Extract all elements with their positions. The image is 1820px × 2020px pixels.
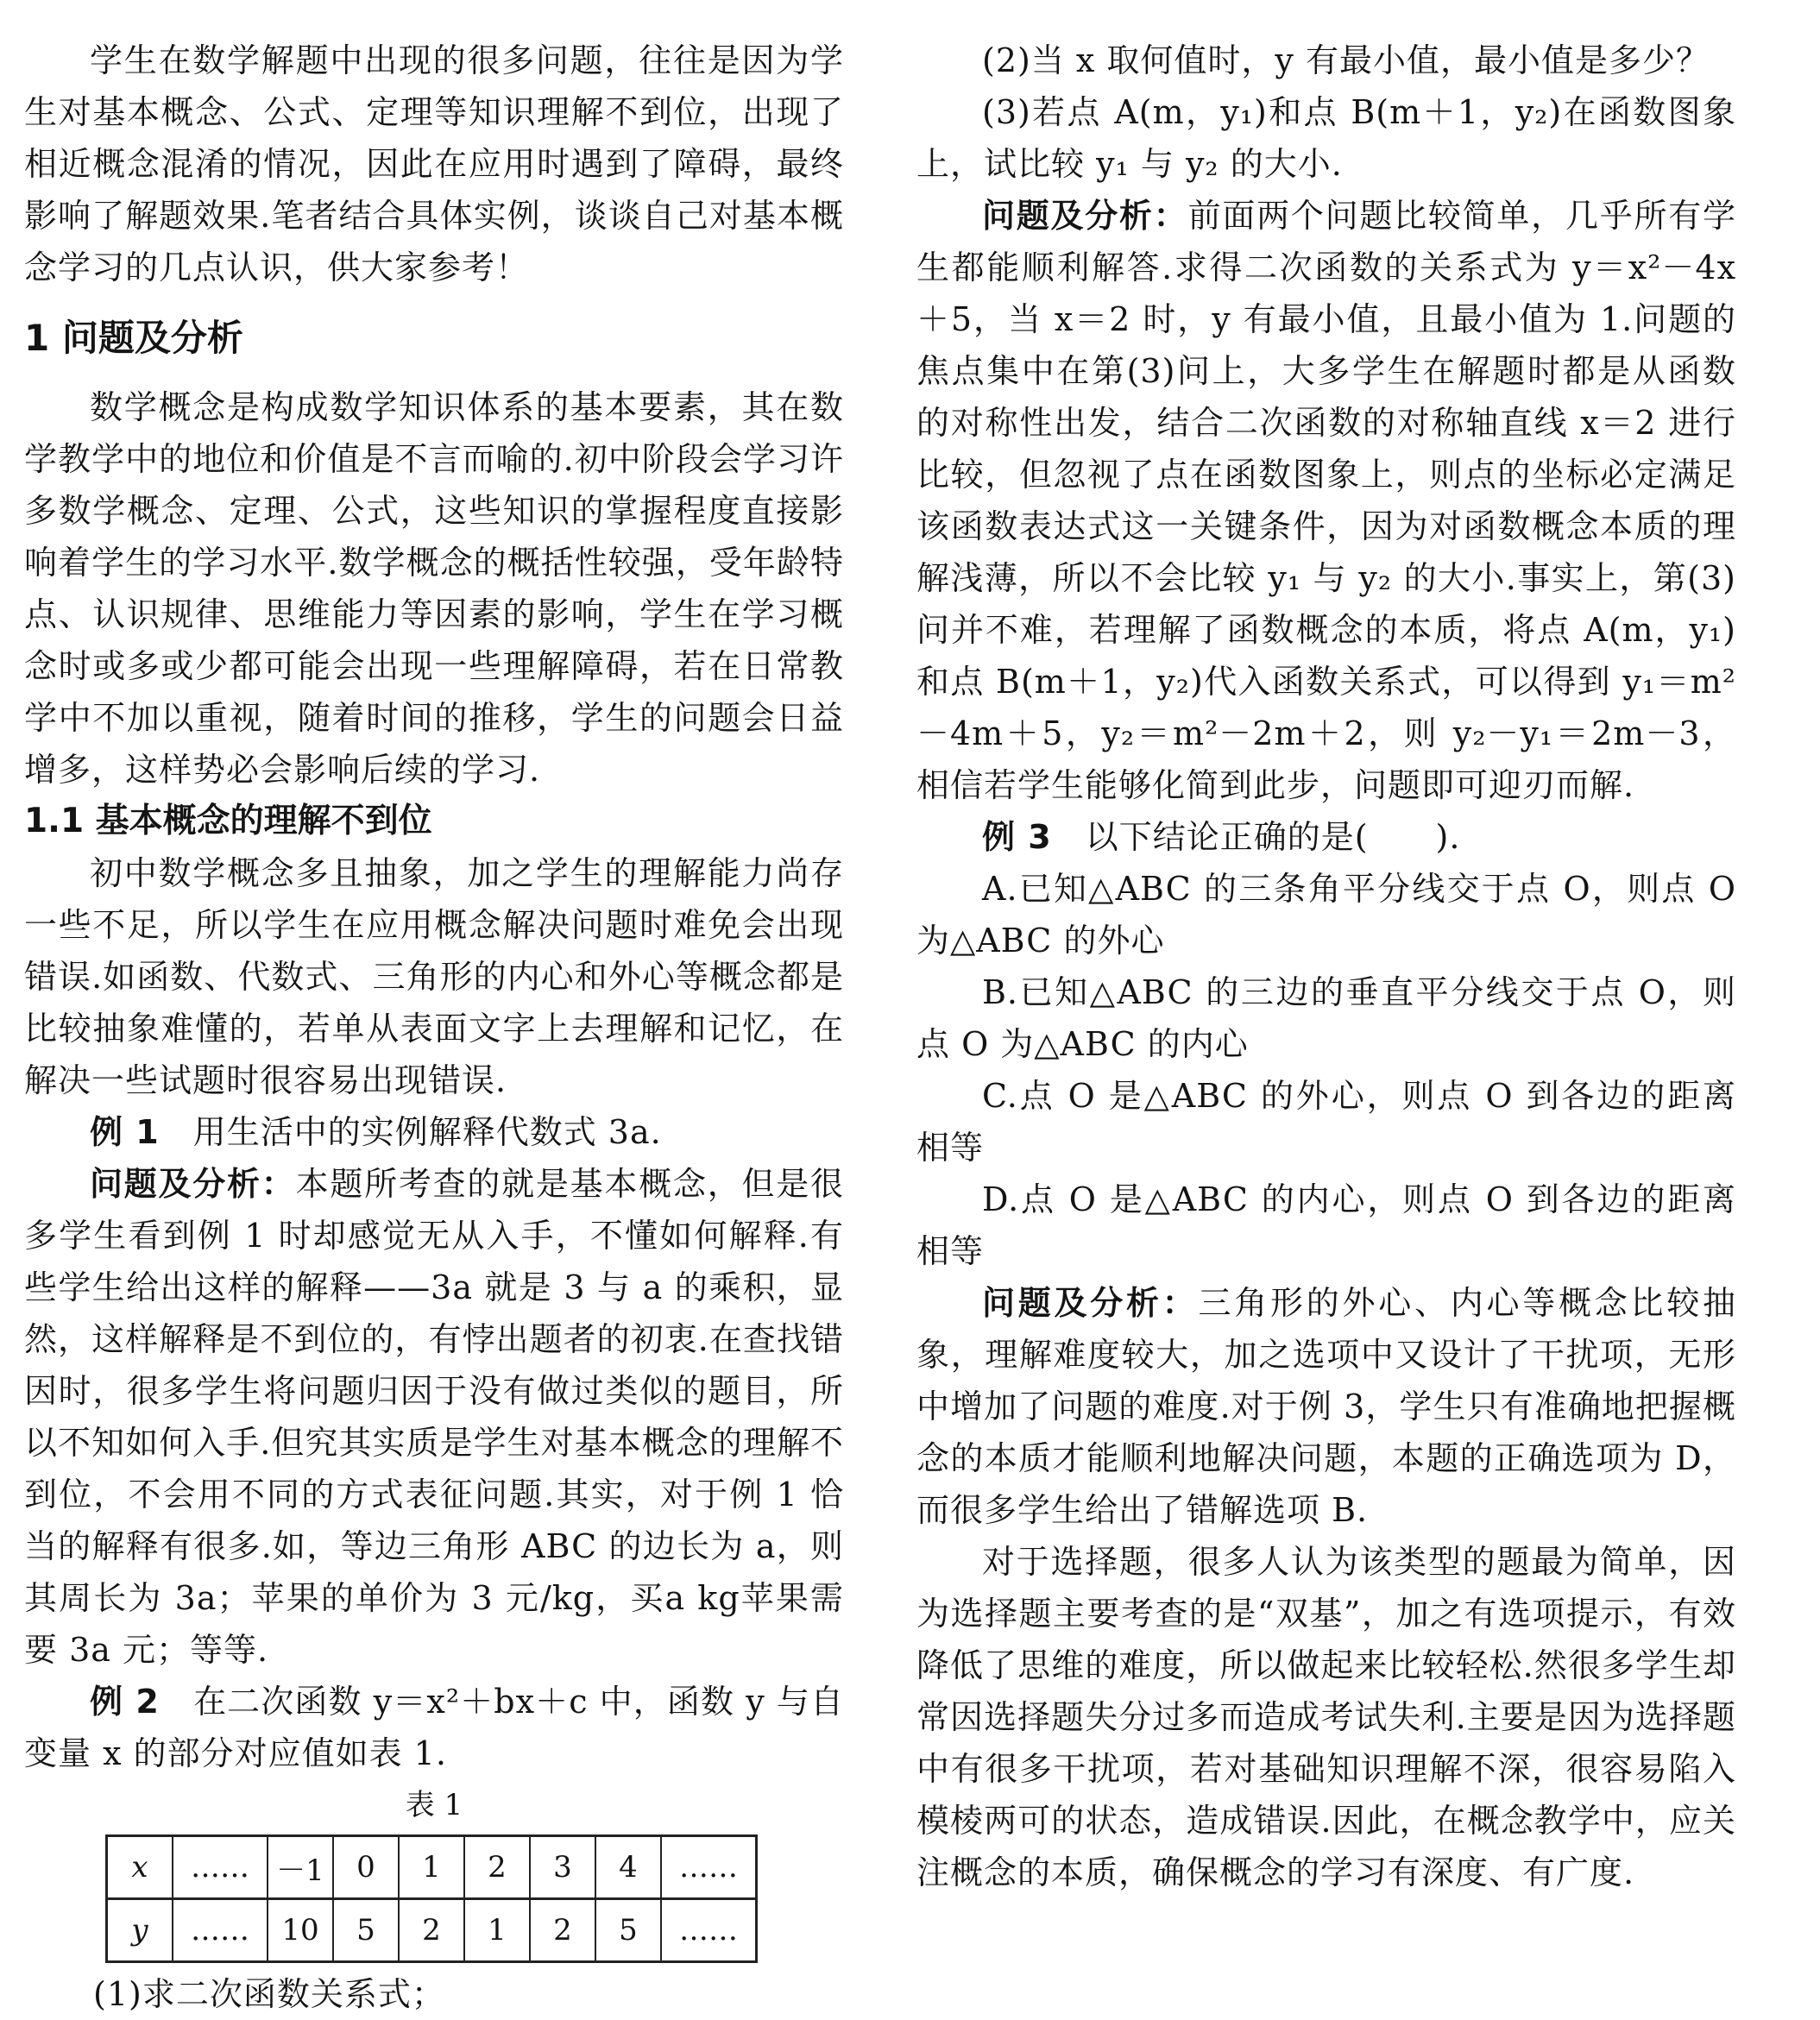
table-cell: 10 [268, 1899, 333, 1962]
option-d: D.点 O 是△ABC 的内心，则点 O 到各边的距离相等 [916, 1180, 1736, 1270]
example-2-analysis [916, 190, 1736, 811]
table-cell: 2 [399, 1899, 464, 1962]
example-1-text: 用生活中的实例解释代数式 3a. [192, 1113, 662, 1151]
table-cell: 1 [399, 1836, 464, 1899]
table-cell-ellipsis: …… [173, 1899, 268, 1962]
table-row-y [107, 1899, 757, 1962]
example-3-label: 例 3 [982, 818, 1052, 856]
example-3-analysis-text: 三角形的外心、内心等概念比较抽象，理解难度较大，加之选项中又设计了干扰项，无形中增加了问题的难度.对于例 3，学生只有准确地把握概念的本质才能顺利地解决问题，本题的正确选项为 D，而很多学生给出了错解选项 B. [916, 1284, 1736, 1529]
example-2-text: 在二次函数 y＝x²＋bx＋c 中，函数 y 与自变量 x 的部分对应值如表 1. [24, 1683, 844, 1772]
example-1 [24, 1106, 844, 1158]
example-1-analysis [24, 1158, 844, 1676]
analysis-label: 问题及分析： [982, 1284, 1199, 1322]
option-c: C.点 O 是△ABC 的外心，则点 O 到各边的距离相等 [916, 1077, 1736, 1167]
table-cell: 1 [464, 1899, 530, 1962]
table-cell-ellipsis: …… [661, 1836, 757, 1899]
example-3 [916, 811, 1736, 863]
question-2: (2)当 x 取何值时，y 有最小值，最小值是多少？ [982, 41, 1710, 79]
table-caption: 表 1 [405, 1788, 463, 1822]
example-2-analysis-text: 前面两个问题比较简单，几乎所有学生都能顺利解答.求得二次函数的关系式为 y＝x²－4x＋5，当 x＝2 时，y 有最小值，且最小值为 1.问题的焦点集中在第(3)问上，大多学生在解题时都是从函数的对称性出发，结合二次函数的对称轴直线 x＝2 进行比较，但忽视了点在函数图象上，则点的坐标必定满足该函数表达式这一关键条件，因为对函数概念本质的理解浅薄，所以不会比较 y₁ 与 y₂ 的大小.事实上，第(3)问并不难，若理解了函数概念的本质，将点 A(m，y₁)和点 B(m＋1，y₂)代入函数关系式，可以得到 y₁＝m²－4m＋5，y₂＝m²－2m＋2，则 y₂－y₁＝2m－3，相信若学生能够化简到此步，问题即可迎刃而解. [916, 197, 1736, 804]
example-2-label: 例 2 [90, 1683, 160, 1721]
question-1: (1)求二次函数关系式； [93, 1975, 445, 2013]
closing-paragraph: 对于选择题，很多人认为该类型的题最为简单，因为选择题主要考查的是“双基”，加之有选项提示，有效降低了思维的难度，所以做起来比较轻松.然很多学生却常因选择题失分过多而造成考试失利.主要是因为选择题中有很多干扰项，若对基础知识理解不深，很容易陷入模棱两可的状态，造成错误.因此，在概念教学中，应关注概念的本质，确保概念的学习有深度、有广度. [916, 1543, 1736, 1891]
table-cell: 2 [464, 1836, 530, 1899]
option-b: B.已知△ABC 的三边的垂直平分线交于点 O，则点 O 为△ABC 的内心 [916, 973, 1736, 1063]
section-1-1-paragraph: 初中数学概念多且抽象，加之学生的理解能力尚存一些不足，所以学生在应用概念解决问题时难免会出现错误.如函数、代数式、三角形的内心和外心等概念都是比较抽象难懂的，若单从表面文字上去理解和记忆，在解决一些试题时很容易出现错误. [24, 854, 844, 1099]
section-1-1-heading: 1.1 基本概念的理解不到位 [24, 802, 432, 840]
left-column [24, 35, 844, 2020]
table-header-x: x [107, 1836, 173, 1899]
example-1-analysis-text: 本题所考查的就是基本概念，但是很多学生看到例 1 时却感觉无从入手，不懂如何解释.有些学生给出这样的解释——3a 就是 3 与 a 的乘积，显然，这样解释是不到位的，有悖出题者的初衷.在查找错因时，很多学生将问题归因于没有做过类似的题目，所以不知如何入手.但究其实质是学生对基本概念的理解不到位，不会用不同的方式表征问题.其实，对于例 1 恰当的解释有很多.如，等边三角形 ABC 的边长为 a，则其周长为 3a；苹果的单价为 3 元/kg，买a kg苹果需要 3a 元；等等. [24, 1165, 844, 1669]
example-1-label: 例 1 [90, 1113, 160, 1151]
analysis-label: 问题及分析： [982, 197, 1188, 235]
table-cell: 5 [595, 1899, 661, 1962]
intro-paragraph: 学生在数学解题中出现的很多问题，往往是因为学生对基本概念、公式、定理等知识理解不到位，出现了相近概念混淆的情况，因此在应用时遇到了障碍，最终影响了解题效果.笔者结合具体实例，谈谈自己对基本概念学习的几点认识，供大家参考！ [24, 41, 844, 286]
table-cell: 2 [530, 1899, 595, 1962]
right-column [916, 35, 1736, 1898]
example-2 [24, 1676, 844, 1779]
table-cell: －1 [268, 1836, 333, 1899]
table-row-x [107, 1836, 757, 1899]
value-table [105, 1834, 758, 1963]
example-3-analysis [916, 1277, 1736, 1536]
option-a: A.已知△ABC 的三条角平分线交于点 O，则点 O 为△ABC 的外心 [916, 870, 1736, 960]
table-cell-ellipsis: …… [173, 1836, 268, 1899]
table-header-y: y [107, 1899, 173, 1962]
table-cell: 5 [333, 1899, 399, 1962]
table-cell: 4 [595, 1836, 661, 1899]
analysis-label: 问题及分析： [90, 1165, 296, 1203]
table-cell: 0 [333, 1836, 399, 1899]
table-cell-ellipsis: …… [661, 1899, 757, 1962]
section-1-paragraph: 数学概念是构成数学知识体系的基本要素，其在数学教学中的地位和价值是不言而喻的.初中阶段会学习许多数学概念、定理、公式，这些知识的掌握程度直接影响着学生的学习水平.数学概念的概括性较强，受年龄特点、认识规律、思维能力等因素的影响，学生在学习概念时或多或少都可能会出现一些理解障碍，若在日常教学中不加以重视，随着时间的推移，学生的问题会日益增多，这样势必会影响后续的学习. [24, 388, 844, 789]
question-3: (3)若点 A(m，y₁)和点 B(m＋1，y₂)在函数图象上，试比较 y₁ 与 y₂ 的大小. [916, 93, 1736, 183]
table-cell: 3 [530, 1836, 595, 1899]
section-1-heading: 1 问题及分析 [24, 317, 243, 359]
example-3-text: 以下结论正确的是( ). [1085, 818, 1461, 856]
